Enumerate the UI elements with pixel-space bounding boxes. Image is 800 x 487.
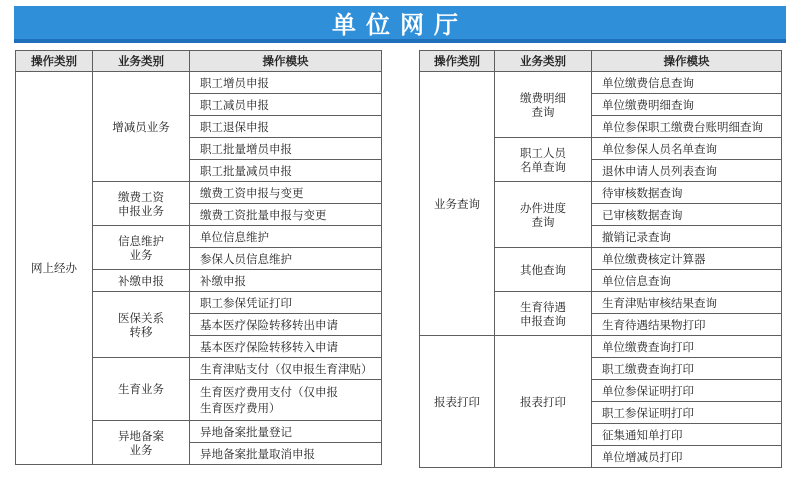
right-module-item: 单位信息查询 <box>592 270 782 292</box>
left-header-row <box>16 51 382 72</box>
right-module-item: 单位增减员打印 <box>592 446 782 468</box>
page-title: 单位网厅 <box>332 11 468 39</box>
right-module-item: 生育津贴审核结果查询 <box>592 292 782 314</box>
left-module-item: 职工参保凭证打印 <box>190 292 382 314</box>
right-module-item: 单位参保人员名单查询 <box>592 138 782 160</box>
left-biz-type-cell: 异地备案 业务 <box>93 421 190 465</box>
left-module-item: 基本医疗保险转移转入申请 <box>190 336 382 358</box>
right-module-item: 生育待遇结果物打印 <box>592 314 782 336</box>
left-table <box>15 50 382 465</box>
right-module-item: 单位缴费明细查询 <box>592 94 782 116</box>
page-title-banner <box>14 6 786 43</box>
right-module-item: 单位参保证明打印 <box>592 380 782 402</box>
left-module-item: 异地备案批量取消申报 <box>190 443 382 465</box>
right-table <box>419 50 782 468</box>
header-biz-type: 业务类别 <box>93 51 190 72</box>
header-op-type: 操作类别 <box>420 51 495 72</box>
left-module-item: 生育医疗费用支付（仅申报 生育医疗费用） <box>190 380 382 421</box>
left-biz-type-cell: 信息维护 业务 <box>93 226 190 270</box>
left-biz-type-cell: 生育业务 <box>93 358 190 421</box>
right-module-item: 单位缴费核定计算器 <box>592 248 782 270</box>
left-module-item: 缴费工资批量申报与变更 <box>190 204 382 226</box>
left-biz-type-cell: 医保关系 转移 <box>93 292 190 358</box>
header-op-type: 操作类别 <box>16 51 93 72</box>
right-op-type-cell: 报表打印 <box>420 336 495 468</box>
left-module-item: 异地备案批量登记 <box>190 421 382 443</box>
left-module-item: 生育津贴支付（仅申报生育津贴） <box>190 358 382 380</box>
right-module-item: 征集通知单打印 <box>592 424 782 446</box>
right-header-row <box>420 51 782 72</box>
left-module-item: 参保人员信息维护 <box>190 248 382 270</box>
left-module-item: 职工批量减员申报 <box>190 160 382 182</box>
right-biz-type-cell: 办件进度 查询 <box>495 182 592 248</box>
right-module-item: 已审核数据查询 <box>592 204 782 226</box>
left-op-type-cell: 网上经办 <box>16 72 93 465</box>
right-module-item: 单位缴费查询打印 <box>592 336 782 358</box>
left-module-item: 职工批量增员申报 <box>190 138 382 160</box>
right-module-item: 单位缴费信息查询 <box>592 72 782 94</box>
left-biz-type-cell: 缴费工资 申报业务 <box>93 182 190 226</box>
right-biz-type-cell: 缴费明细 查询 <box>495 72 592 138</box>
right-module-item: 待审核数据查询 <box>592 182 782 204</box>
left-row <box>16 72 382 94</box>
right-biz-type-cell: 职工人员 名单查询 <box>495 138 592 182</box>
header-op-module: 操作模块 <box>190 51 382 72</box>
left-module-item: 职工退保申报 <box>190 116 382 138</box>
left-module-item: 职工增员申报 <box>190 72 382 94</box>
right-row <box>420 336 782 358</box>
right-module-item: 职工缴费查询打印 <box>592 358 782 380</box>
left-biz-type-cell: 补缴申报 <box>93 270 190 292</box>
right-module-item: 职工参保证明打印 <box>592 402 782 424</box>
right-biz-type-cell: 生育待遇 申报查询 <box>495 292 592 336</box>
right-module-item: 单位参保职工缴费台账明细查询 <box>592 116 782 138</box>
left-biz-type-cell: 增减员业务 <box>93 72 190 182</box>
right-module-item: 撤销记录查询 <box>592 226 782 248</box>
left-module-item: 职工减员申报 <box>190 94 382 116</box>
right-row <box>420 72 782 94</box>
right-biz-type-cell: 报表打印 <box>495 336 592 468</box>
left-module-item: 单位信息维护 <box>190 226 382 248</box>
left-module-item: 基本医疗保险转移转出申请 <box>190 314 382 336</box>
right-op-type-cell: 业务查询 <box>420 72 495 336</box>
right-module-item: 退休申请人员列表查询 <box>592 160 782 182</box>
header-op-module: 操作模块 <box>592 51 782 72</box>
header-biz-type: 业务类别 <box>495 51 592 72</box>
right-biz-type-cell: 其他查询 <box>495 248 592 292</box>
left-module-item: 补缴申报 <box>190 270 382 292</box>
left-module-item: 缴费工资申报与变更 <box>190 182 382 204</box>
